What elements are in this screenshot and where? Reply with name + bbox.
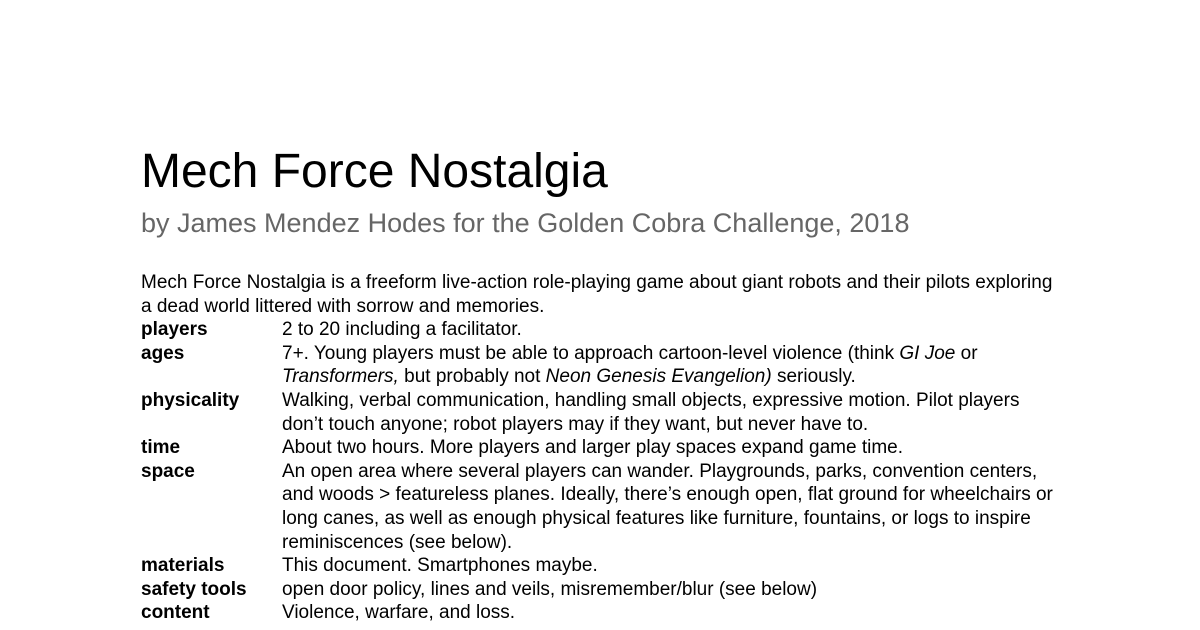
info-definition xyxy=(282,342,1056,389)
info-definition: About two hours. More players and larger play spaces expand game time. xyxy=(282,437,903,459)
definition-text: but probably not xyxy=(398,366,546,388)
definition-italic-text: GI Joe xyxy=(899,342,956,364)
info-row-ages xyxy=(141,342,1056,389)
document-title: Mech Force Nostalgia xyxy=(141,145,608,198)
document-subtitle: by James Mendez Hodes for the Golden Cobra Challenge, 2018 xyxy=(141,208,910,238)
info-term: materials xyxy=(141,555,225,577)
info-definition: Walking, verbal communication, handling small objects, expressive motion. Pilot players don’t touch anyone; robot players may if they want, but never have to. xyxy=(282,389,1020,435)
info-definition: This document. Smartphones maybe. xyxy=(282,555,598,577)
intro-paragraph: Mech Force Nostalgia is a freeform live-action role-playing game about giant robots and their pilots exploring a dead world littered with sorrow and memories. xyxy=(141,272,1053,317)
definition-italic-text: Neon Genesis Evangelion) xyxy=(545,366,772,388)
info-definition: open door policy, lines and veils, misremember/blur (see below) xyxy=(282,578,818,600)
info-definition: Violence, warfare, and loss. xyxy=(282,602,516,624)
document-body xyxy=(141,271,1056,625)
info-definition: 2 to 20 including a facilitator. xyxy=(282,319,522,341)
info-term: time xyxy=(141,437,181,459)
info-row-safety-tools xyxy=(141,578,1056,602)
info-term: safety tools xyxy=(141,578,247,600)
info-term: players xyxy=(141,319,208,341)
info-row-space xyxy=(141,460,1056,554)
info-row-content xyxy=(141,601,1056,625)
definition-text: 7+. Young players must be able to approach cartoon-level violence (think xyxy=(282,342,900,364)
info-row-time xyxy=(141,436,1056,460)
info-definition: An open area where several players can wander. Playgrounds, parks, convention centers, and woods > featureless planes. Ideally, there’s enough open, flat ground for wheelchairs or long canes, as well as enough physical features like furniture, fountains, or logs to inspire reminiscences (see below). xyxy=(282,460,1053,553)
info-row-materials xyxy=(141,554,1056,578)
definition-italic-text: Transformers, xyxy=(282,366,399,388)
info-term: ages xyxy=(141,342,185,364)
definition-text: or xyxy=(955,342,978,364)
info-row-players xyxy=(141,318,1056,342)
info-row-physicality xyxy=(141,389,1056,436)
info-term: space xyxy=(141,460,195,482)
definition-text: seriously. xyxy=(771,366,856,388)
info-term: content xyxy=(141,602,210,624)
info-term: physicality xyxy=(141,389,240,411)
